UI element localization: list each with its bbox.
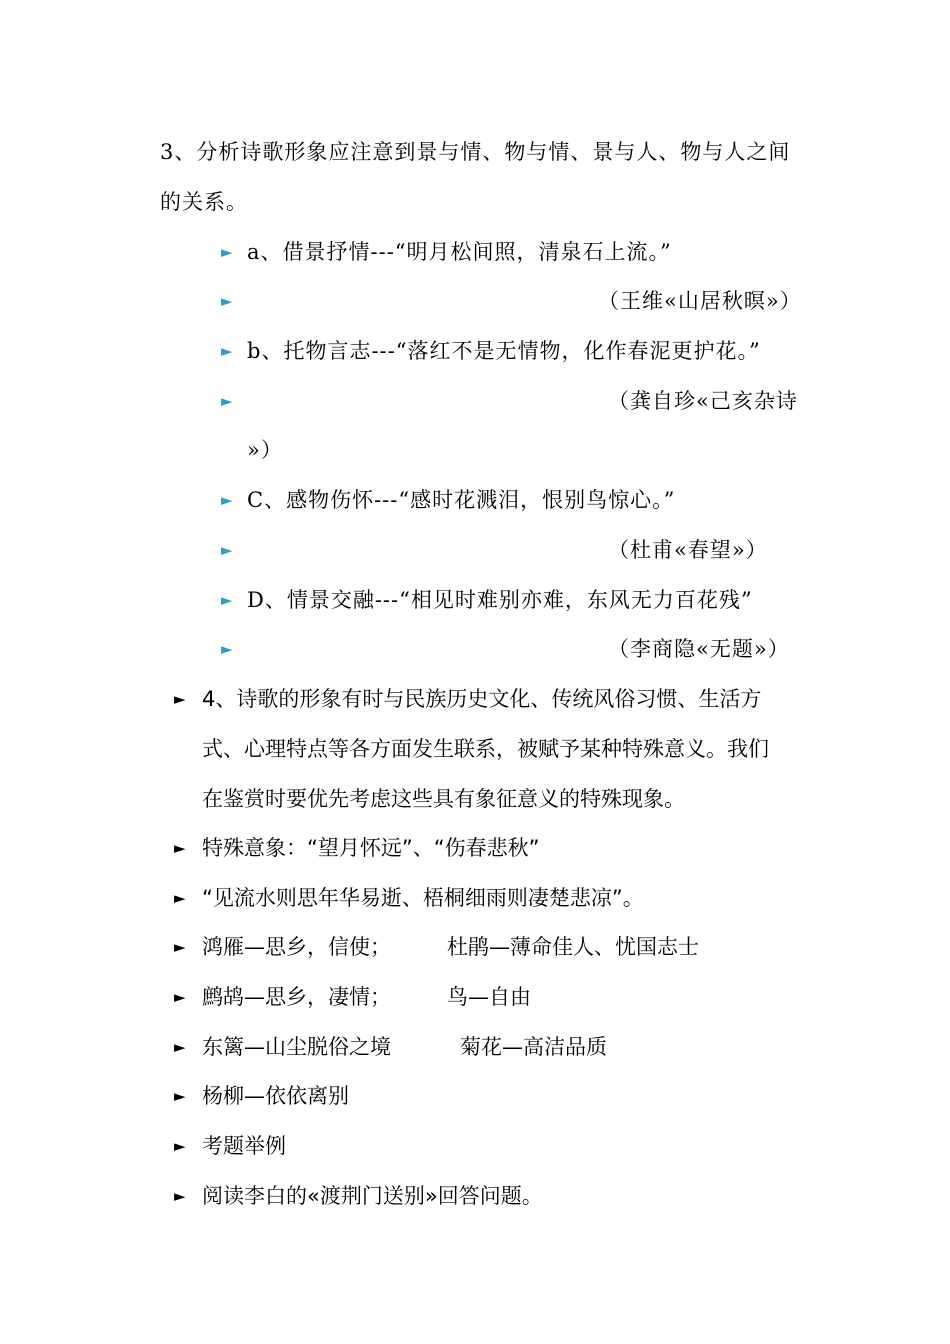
bullet-arrow-icon: ► [174, 690, 186, 708]
bullet-arrow-icon: ► [174, 1187, 186, 1205]
bullet-arrow-icon: ► [174, 889, 186, 907]
point4-line1: 4、诗歌的形象有时与民族历史文化、传统风俗习惯、生活方 [202, 687, 762, 711]
bullet-arrow-icon: ► [174, 988, 186, 1006]
sub-item-c-source: （杜甫«春望»） [608, 538, 768, 562]
list-item: “见流水则思年华易逝、梧桐细雨则凄楚悲凉”。 [202, 886, 644, 910]
list-item-right: 菊花—高洁品质 [460, 1035, 607, 1059]
bullet-arrow-icon: ► [221, 292, 233, 310]
bullet-arrow-icon: ► [221, 491, 233, 509]
bullet-arrow-icon: ► [174, 1038, 186, 1056]
list-item-left: 东篱—山尘脱俗之境 [202, 1035, 391, 1059]
bullet-arrow-icon: ► [174, 1087, 186, 1105]
bullet-arrow-icon: ► [221, 541, 233, 559]
bullet-arrow-icon: ► [221, 392, 233, 410]
point4-line3: 在鉴赏时要优先考虑这些具有象征意义的特殊现象。 [202, 787, 685, 811]
list-item: 杨柳—依依离别 [202, 1084, 349, 1108]
list-item-right: 杜鹃—薄命佳人、忧国志士 [447, 935, 699, 959]
list-item-left: 鹧鸪—思乡，凄情； [202, 985, 391, 1009]
point4-line2: 式、心理特点等各方面发生联系，被赋予某种特殊意义。我们 [202, 737, 769, 761]
bullet-arrow-icon: ► [174, 1137, 186, 1155]
sub-item-b: b、托物言志---“落红不是无情物，化作春泥更护花。” [247, 339, 761, 363]
bullet-arrow-icon: ► [174, 839, 186, 857]
list-item: 阅读李白的«渡荆门送别»回答问题。 [202, 1184, 543, 1208]
sub-item-b-source: （龚自珍«己亥杂诗 [608, 389, 798, 413]
sub-item-d: D、情景交融---“相见时难别亦难，东风无力百花残” [247, 588, 753, 612]
sub-item-b-source-cont: »） [247, 438, 283, 462]
bullet-arrow-icon: ► [174, 938, 186, 956]
sub-item-d-source: （李商隐«无题»） [608, 637, 790, 661]
list-item: 考题举例 [202, 1134, 286, 1158]
bullet-arrow-icon: ► [221, 640, 233, 658]
point3-line2: 的关系。 [160, 190, 248, 214]
sub-item-a: a、借景抒情---“明月松间照，清泉石上流。” [247, 240, 672, 264]
point3-line1: 3、分析诗歌形象应注意到景与情、物与情、景与人、物与人之间 [160, 140, 791, 164]
list-item-right: 鸟—自由 [447, 985, 531, 1009]
bullet-arrow-icon: ► [221, 243, 233, 261]
sub-item-c: C、感物伤怀---“感时花溅泪，恨别鸟惊心。” [247, 488, 676, 512]
bullet-arrow-icon: ► [221, 591, 233, 609]
sub-item-a-source: （王维«山居秋暝»） [598, 289, 802, 313]
list-item: 特殊意象：“望月怀远”、“伤春悲秋” [202, 836, 540, 860]
bullet-arrow-icon: ► [221, 342, 233, 360]
list-item-left: 鸿雁—思乡，信使； [202, 935, 391, 959]
